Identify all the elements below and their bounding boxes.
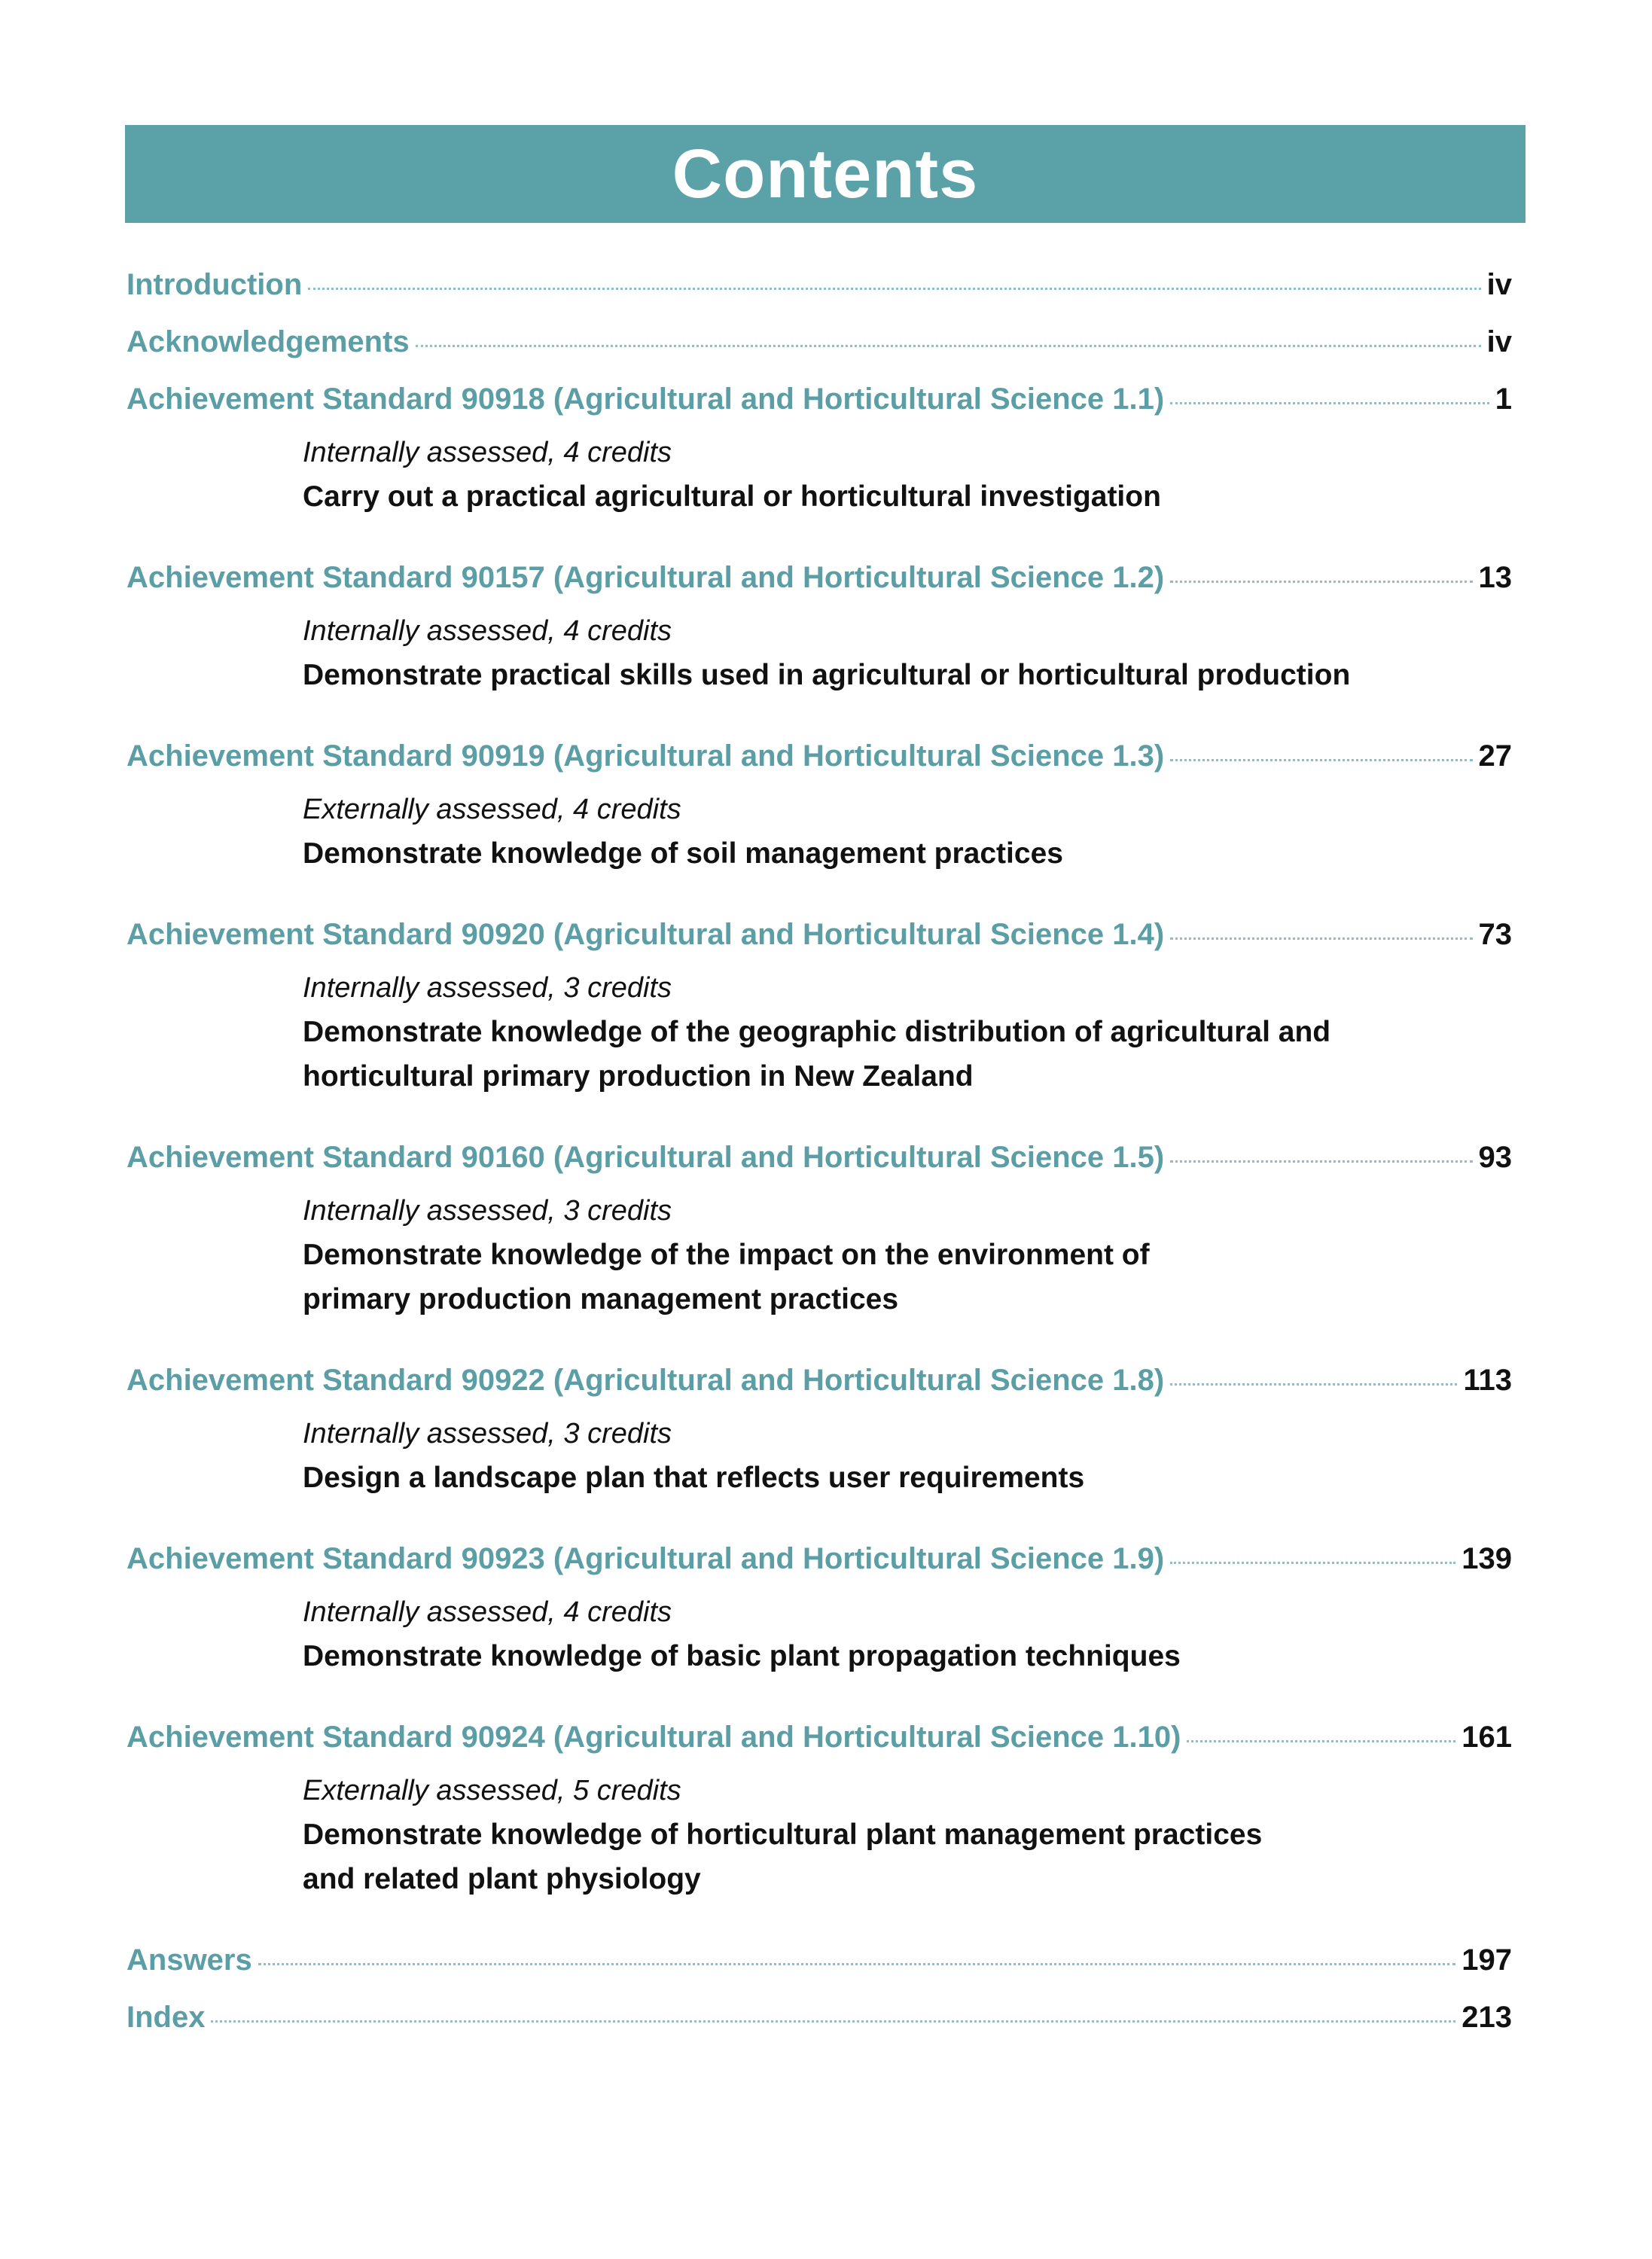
table-of-contents — [126, 268, 1512, 2058]
toc-standard-heading[interactable] — [126, 918, 1512, 966]
assessment-info: Internally assessed, 3 credits — [303, 1195, 672, 1227]
toc-entry-page: 213 — [1462, 2001, 1512, 2034]
toc-standard-1-9 — [126, 1542, 1512, 1678]
toc-entry-label[interactable]: Achievement Standard 90918 (Agricultural and Horticultural Science 1.1) — [126, 383, 1165, 416]
toc-entry-index[interactable] — [126, 2001, 1512, 2058]
standard-title-line: horticultural primary production in New Zealand — [303, 1060, 974, 1093]
standard-title-line: Carry out a practical agricultural or horticultural investigation — [303, 480, 1161, 513]
dot-leader — [308, 288, 1480, 290]
assessment-info: Internally assessed, 4 credits — [303, 437, 672, 468]
toc-entry-label[interactable]: Achievement Standard 90923 (Agricultural and Horticultural Science 1.9) — [126, 1542, 1165, 1575]
toc-entry-page: 161 — [1462, 1721, 1512, 1754]
standard-title-line: Demonstrate knowledge of the geographic distribution of agricultural and — [303, 1016, 1331, 1048]
toc-entry-answers[interactable] — [126, 1943, 1512, 2001]
toc-back-matter — [126, 1943, 1512, 2058]
toc-standard-details — [303, 431, 1512, 519]
dot-leader — [1170, 759, 1472, 761]
toc-standard-1-10 — [126, 1721, 1512, 1901]
toc-entry-page: 27 — [1478, 739, 1512, 773]
dot-leader — [1170, 1562, 1455, 1564]
toc-standard-heading[interactable] — [126, 1721, 1512, 1769]
toc-entry-page: 113 — [1463, 1364, 1512, 1397]
toc-standard-1-1 — [126, 383, 1512, 519]
toc-entry-label[interactable]: Introduction — [126, 268, 303, 301]
toc-entry-label[interactable]: Achievement Standard 90160 (Agricultural and Horticultural Science 1.5) — [126, 1141, 1165, 1174]
toc-entry-page: iv — [1486, 268, 1512, 301]
toc-entry-page: iv — [1486, 325, 1512, 358]
dot-leader — [1170, 937, 1472, 940]
toc-standard-details — [303, 1189, 1512, 1322]
toc-standard-details — [303, 609, 1512, 697]
standard-title-line: and related plant physiology — [303, 1863, 701, 1895]
dot-leader — [1187, 1740, 1455, 1742]
toc-entry-label[interactable]: Index — [126, 2001, 206, 2034]
toc-entry-label[interactable]: Achievement Standard 90920 (Agricultural and Horticultural Science 1.4) — [126, 918, 1165, 951]
toc-entry-page: 13 — [1478, 561, 1512, 594]
dot-leader — [1170, 581, 1472, 583]
standard-title-line: Demonstrate knowledge of basic plant propagation techniques — [303, 1640, 1181, 1672]
page-title: Contents — [672, 136, 979, 212]
dot-leader — [258, 1963, 1456, 1965]
dot-leader — [1170, 1383, 1457, 1386]
dot-leader — [1170, 402, 1489, 404]
toc-standard-1-4 — [126, 918, 1512, 1099]
assessment-info: Externally assessed, 4 credits — [303, 794, 681, 825]
assessment-info: Internally assessed, 4 credits — [303, 615, 672, 647]
standard-title-line: Demonstrate practical skills used in agricultural or horticultural production — [303, 659, 1351, 691]
toc-entry-page: 139 — [1462, 1542, 1512, 1575]
toc-standard-details — [303, 1590, 1512, 1678]
toc-standard-1-3 — [126, 739, 1512, 876]
toc-entry-acknowledgements[interactable] — [126, 325, 1512, 383]
assessment-info: Internally assessed, 3 credits — [303, 972, 672, 1004]
assessment-info: Externally assessed, 5 credits — [303, 1775, 681, 1806]
toc-standard-heading[interactable] — [126, 1364, 1512, 1412]
toc-standard-heading[interactable] — [126, 1141, 1512, 1189]
toc-entry-page: 197 — [1462, 1943, 1512, 1977]
toc-standard-1-2 — [126, 561, 1512, 697]
toc-entry-label[interactable]: Achievement Standard 90924 (Agricultural and Horticultural Science 1.10) — [126, 1721, 1181, 1754]
toc-standard-details — [303, 1769, 1512, 1901]
contents-banner — [125, 125, 1526, 223]
dot-leader — [211, 2020, 1455, 2023]
toc-entry-page: 73 — [1478, 918, 1512, 951]
toc-standard-heading[interactable] — [126, 1542, 1512, 1590]
standard-title-line: primary production management practices — [303, 1283, 899, 1315]
dot-leader — [1170, 1160, 1472, 1163]
toc-standard-heading[interactable] — [126, 383, 1512, 431]
toc-entry-label[interactable]: Acknowledgements — [126, 325, 410, 358]
toc-standard-details — [303, 1412, 1512, 1500]
toc-standard-1-8 — [126, 1364, 1512, 1500]
toc-standard-details — [303, 966, 1512, 1099]
standard-title-line: Design a landscape plan that reflects user requirements — [303, 1462, 1085, 1494]
toc-standard-1-5 — [126, 1141, 1512, 1322]
assessment-info: Internally assessed, 3 credits — [303, 1418, 672, 1450]
toc-entry-label[interactable]: Achievement Standard 90157 (Agricultural and Horticultural Science 1.2) — [126, 561, 1165, 594]
toc-standard-details — [303, 788, 1512, 876]
toc-standard-heading[interactable] — [126, 561, 1512, 609]
standard-title-line: Demonstrate knowledge of horticultural plant management practices — [303, 1818, 1263, 1851]
dot-leader — [416, 345, 1481, 347]
standard-title-line: Demonstrate knowledge of soil management practices — [303, 837, 1063, 870]
toc-entry-label[interactable]: Achievement Standard 90919 (Agricultural and Horticultural Science 1.3) — [126, 739, 1165, 773]
toc-entry-page: 1 — [1495, 383, 1512, 416]
toc-entry-page: 93 — [1478, 1141, 1512, 1174]
assessment-info: Internally assessed, 4 credits — [303, 1596, 672, 1628]
toc-entry-label[interactable]: Achievement Standard 90922 (Agricultural and Horticultural Science 1.8) — [126, 1364, 1165, 1397]
standard-title-line: Demonstrate knowledge of the impact on the environment of — [303, 1239, 1150, 1271]
toc-standard-heading[interactable] — [126, 739, 1512, 788]
toc-entry-introduction[interactable] — [126, 268, 1512, 325]
toc-entry-label[interactable]: Answers — [126, 1943, 252, 1977]
